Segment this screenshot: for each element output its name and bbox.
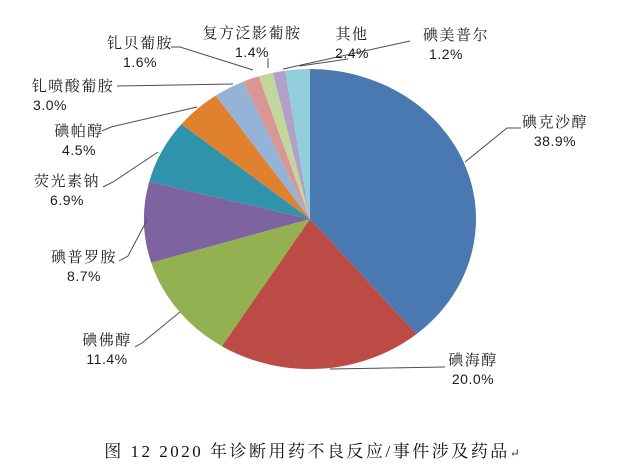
slice-label-name-8: 钆贝葡胺 xyxy=(106,35,174,52)
slice-label-name-10: 碘美普尔 xyxy=(422,27,490,44)
slice-label-percent-2: 20.0% xyxy=(451,371,495,387)
slice-label-name-6: 碘帕醇 xyxy=(54,123,104,140)
leader-line-3 xyxy=(135,312,180,347)
slice-label-percent-4: 8.7% xyxy=(67,268,101,284)
figure-caption xyxy=(0,437,624,462)
slice-label-name-1: 碘克沙醇 xyxy=(521,114,589,131)
caption-text: 图 12 2020 年诊断用药不良反应/事件涉及药品 xyxy=(104,442,510,461)
slice-label-name-5: 荧光素钠 xyxy=(33,173,101,190)
slice-label-name-9: 复方泛影葡胺 xyxy=(202,25,302,42)
slice-label-percent-10: 1.2% xyxy=(429,46,463,62)
leader-line-2 xyxy=(330,367,445,369)
slice-label-percent-3: 11.4% xyxy=(86,351,128,367)
leader-line-1 xyxy=(465,128,521,162)
slice-label-percent-11: 2.4% xyxy=(335,45,369,61)
slice-label-percent-9: 1.4% xyxy=(235,44,269,60)
slice-label-name-3: 碘佛醇 xyxy=(82,332,132,349)
leader-line-4 xyxy=(119,220,147,261)
slice-label-percent-7: 3.0% xyxy=(33,97,67,113)
slice-label-name-11: 其他 xyxy=(335,26,369,43)
caption-return-mark: ↵ xyxy=(509,446,520,460)
slice-label-name-2: 碘海醇 xyxy=(448,352,498,369)
slice-label-name-4: 碘普罗胺 xyxy=(50,249,118,266)
slice-label-percent-8: 1.6% xyxy=(123,54,157,70)
slice-label-name-7: 钆喷酸葡胺 xyxy=(31,78,115,95)
slice-label-percent-5: 6.9% xyxy=(50,192,84,208)
slice-label-percent-1: 38.9% xyxy=(533,133,577,149)
slice-label-percent-6: 4.5% xyxy=(62,142,96,158)
leader-line-7 xyxy=(117,84,233,86)
leader-line-8 xyxy=(171,47,253,70)
leader-line-10 xyxy=(283,41,410,69)
